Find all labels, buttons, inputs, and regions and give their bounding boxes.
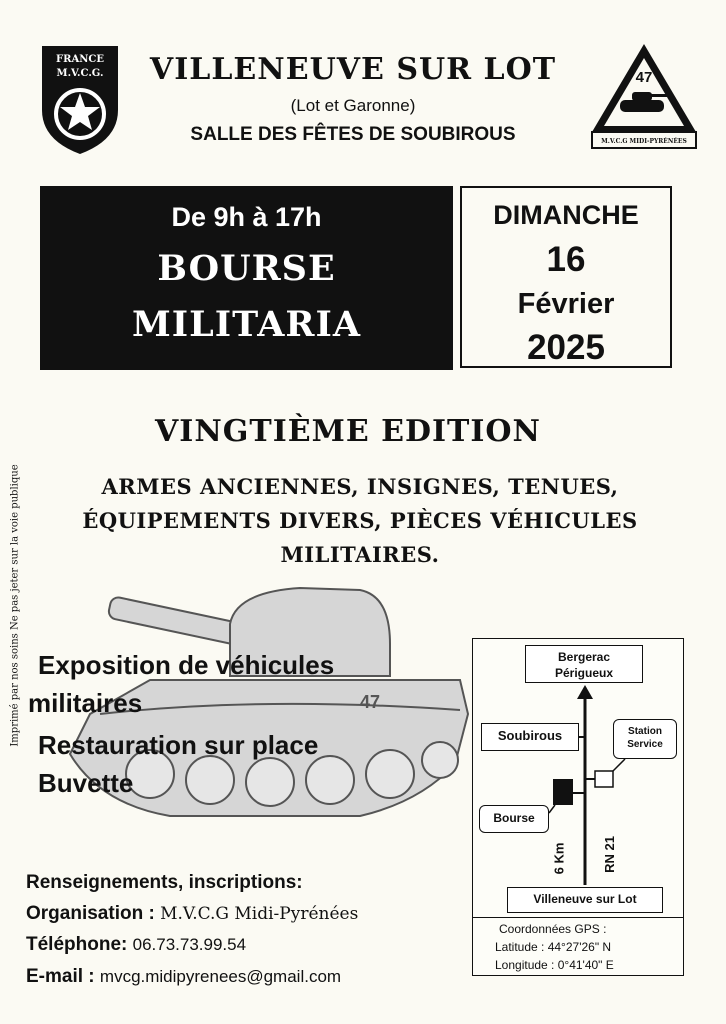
map-road: RN 21 (601, 836, 617, 873)
organisation-label: Organisation : (26, 903, 155, 924)
map-top-line1: Bergerac (557, 650, 611, 664)
armored-division-logo (590, 42, 698, 150)
organisation-row (26, 903, 358, 925)
gps-longitude: Longitude : 0°41'40" E (495, 958, 614, 972)
telephone-label: Téléphone: (26, 934, 128, 955)
map-top-line2: Périgueux (554, 666, 614, 680)
date-daynum: 16 (546, 240, 586, 279)
map-direction-north (525, 645, 643, 683)
map-soubirous: Soubirous (481, 723, 579, 751)
tank-marking: 47 (360, 692, 381, 712)
logo-right-caption: M.V.C.G MIDI-PYRÉNÉES (601, 138, 687, 145)
page-title: VILLENEUVE SUR LOT (149, 52, 557, 87)
date-box (460, 186, 672, 368)
map-station-line2: Service (627, 739, 663, 750)
date-month: Février (517, 288, 615, 320)
map-station-line1: Station (628, 726, 662, 737)
map-direction-south: Villeneuve sur Lot (507, 887, 663, 913)
telephone-value[interactable]: 06.73.73.99.54 (132, 935, 247, 954)
telephone-row (26, 934, 246, 956)
map-bourse: Bourse (479, 805, 549, 833)
map-station (613, 719, 677, 759)
activity-item: Restauration sur place (38, 730, 319, 760)
activity-item: Exposition de véhicules (38, 650, 335, 680)
logo-left-line1: FRANCE (56, 54, 104, 65)
edition-heading: VINGTIÈME EDITION (155, 414, 541, 449)
contact-title: Renseignements, inscriptions: (26, 872, 303, 893)
gps-coordinates (473, 917, 683, 975)
gps-latitude: Latitude : 44°27'26" N (495, 940, 612, 954)
event-name-line2: MILITARIA (132, 304, 361, 345)
north-arrow-icon (577, 685, 593, 699)
bourse-marker (553, 779, 573, 805)
event-name-line1: BOURSE (157, 248, 336, 289)
subtitle: (Lot et Garonne) (290, 96, 416, 115)
date-day: DIMANCHE (493, 200, 639, 230)
date-year: 2025 (527, 328, 605, 367)
map-distance: 6 Km (551, 842, 567, 875)
organisation-value: M.V.C.G Midi-Pyrénées (160, 904, 359, 924)
email-value[interactable]: mvcg.midipyrenees@gmail.com (99, 967, 342, 986)
email-label: E-mail : (26, 966, 95, 987)
items-line: ARMES ANCIENNES, INSIGNES, TENUES, (101, 474, 619, 499)
email-row (26, 966, 341, 988)
logo-right-number: 47 (635, 69, 653, 86)
items-line: MILITAIRES. (280, 542, 440, 567)
access-map (472, 638, 684, 976)
gps-title: Coordonnées GPS : (499, 922, 607, 936)
venue: SALLE DES FÊTES DE SOUBIROUS (190, 124, 516, 145)
side-note: Imprimé par nos soins Ne pas jeter sur la voie publique (9, 464, 21, 747)
hours: De 9h à 17h (171, 202, 322, 232)
activity-item: Buvette (38, 768, 134, 798)
logo-left-line2: M.V.C.G. (56, 68, 104, 79)
items-line: ÉQUIPEMENTS DIVERS, PIÈCES VÉHICULES (82, 508, 638, 533)
station-marker (595, 771, 613, 787)
event-banner (40, 186, 453, 370)
mvcg-france-logo (40, 44, 120, 156)
activity-item: militaires (28, 688, 143, 718)
